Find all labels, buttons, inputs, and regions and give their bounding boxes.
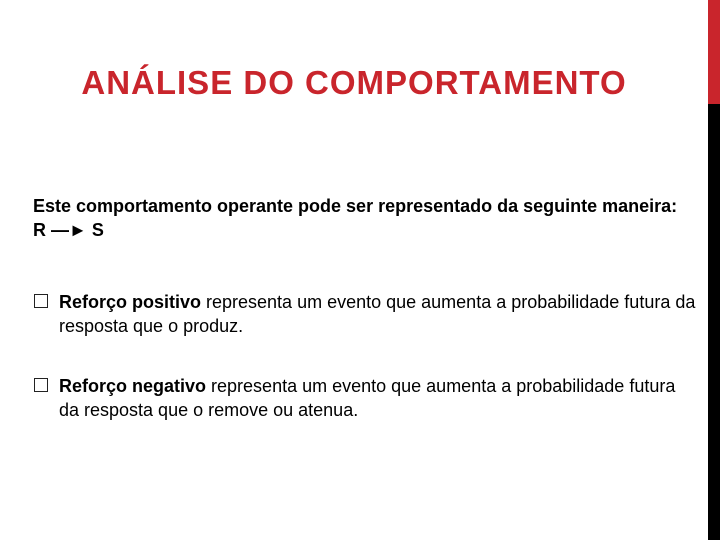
bullet-text: representa um evento que aumenta a probabilidade futura da resposta que o produz. — [59, 292, 696, 336]
bullet-negative-reinforcement — [33, 374, 698, 422]
bullet-term: Reforço positivo — [59, 292, 202, 312]
checkbox-icon — [34, 378, 48, 392]
checkbox-icon — [34, 294, 48, 308]
bullet-text: representa um evento que aumenta a probabilidade futura da resposta que o remove ou atenua. — [59, 376, 676, 420]
bullet-term: Reforço negativo — [59, 376, 207, 396]
slide-title: ANÁLISE DO COMPORTAMENTO — [81, 64, 627, 101]
side-bar-accent — [708, 0, 720, 104]
bullet-list — [33, 290, 698, 422]
bullet-positive-reinforcement — [33, 290, 698, 338]
intro-text: Este comportamento operante pode ser representado da seguinte maneira: R —► S — [33, 196, 678, 240]
side-bar — [708, 0, 720, 540]
